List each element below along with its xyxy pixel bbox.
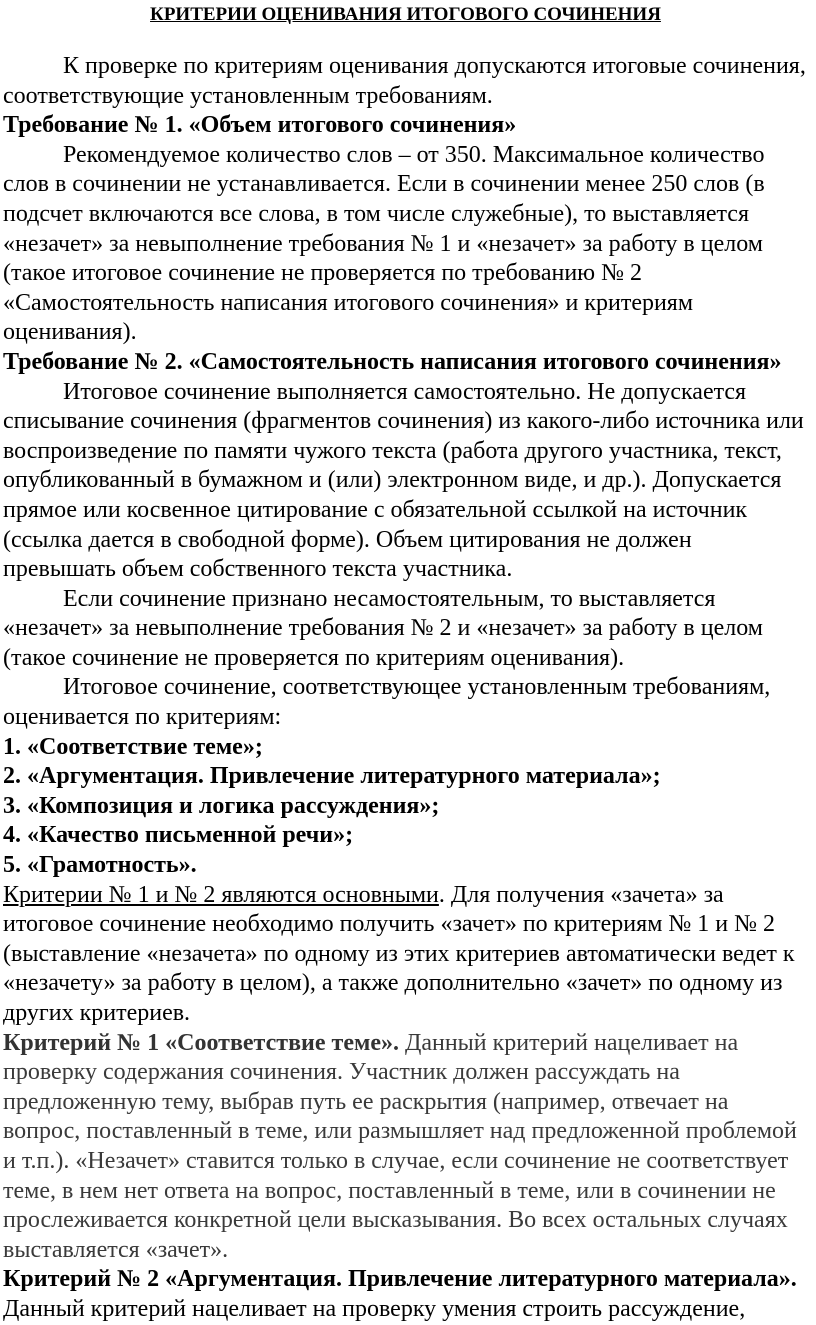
requirement-2-text: Итоговое сочинение выполняется самостоятельно. Не допускается списывание сочинения (фрагментов сочинения) из какого-либо источника или воспроизведение по памяти чужого текста (работа другого участника, текст, опубликованный в бумажном и (или) электронном виде, и др.). Допускается прямое или косвенное цитирование с обязательной ссылкой на источник (ссылка дается в свободной форме). Объем цитирования не должен превышать объем собственного текста участника. [3, 378, 804, 583]
criteria-list-item-1: 1. «Соответствие теме»; [3, 733, 263, 760]
criterion-1-heading: Критерий № 1 «Соответствие теме». [3, 1029, 399, 1056]
criteria-list-item-4: 4. «Качество письменной речи»; [3, 822, 354, 849]
requirement-1-heading: Требование № 1. «Объем итогового сочинения» [3, 112, 517, 139]
criterion-1-text: Данный критерий нацеливает на проверку содержания сочинения. Участник должен рассуждать на предложенную тему, выбрав путь ее раскрытия (например, отвечает на вопрос, поставленный в теме, или размышляет над предложенной проблемой и т.п.). «Незачет» ставится только в случае, если сочинение не соответствует теме, в нем нет ответа на вопрос, поставленный в теме, или в сочинении не прослеживается конкретной цели высказывания. Во всех остальных случаях выставляется «зачет». [3, 1029, 797, 1263]
requirement-1-text: Рекомендуемое количество слов – от 350. Максимальное количество слов в сочинении не устанавливается. Если в сочинении менее 250 слов (в подсчет включаются все слова, в том числе служебные), то выставляется «незачет» за невыполнение требования № 1 и «незачет» за работу в целом (такое итоговое сочинение не проверяется по требованию № 2 «Самостоятельность написания итогового сочинения» и критериям оценивания). [3, 141, 765, 346]
requirement-2-heading: Требование № 2. «Самостоятельность написания итогового сочинения» [3, 348, 782, 375]
main-criteria-rest: . Для получения «зачета» за итоговое сочинение необходимо получить «зачет» по критериям № 1 и № 2 (выставление «незачета» по одному из этих критериев автоматически ведет к «незачету» за работу в целом), а также дополнительно «зачет» по одному из других критериев. [3, 881, 795, 1026]
criteria-list-item-2: 2. «Аргументация. Привлечение литературного материала»; [3, 763, 661, 790]
requirement-2-text-2: Если сочинение признано несамостоятельным, то выставляется «незачет» за невыполнение требования № 2 и «незачет» за работу в целом (такое сочинение не проверяется по критериям оценивания). [3, 585, 763, 671]
criterion-2-text: Данный критерий нацеливает на проверку умения строить рассуждение, [3, 1295, 746, 1322]
criteria-list-item-5: 5. «Грамотность». [3, 852, 197, 879]
criteria-list-item-3: 3. «Композиция и логика рассуждения»; [3, 792, 440, 819]
criterion-1-paragraph [3, 1029, 808, 1266]
spacer [3, 28, 808, 52]
criterion-2-heading: Критерий № 2 «Аргументация. Привлечение литературного материала». [3, 1266, 797, 1293]
document-title: КРИТЕРИИ ОЦЕНИВАНИЯ ИТОГОВОГО СОЧИНЕНИЯ [150, 4, 661, 25]
main-criteria-underlined: Критерии № 1 и № 2 являются основными [3, 881, 439, 908]
main-criteria-paragraph [3, 881, 808, 1029]
requirement-2-text-3: Итоговое сочинение, соответствующее установленным требованиям, оценивается по критериям: [3, 674, 771, 731]
intro-paragraph: К проверке по критериям оценивания допускаются итоговые сочинения, соответствующие установленным требованиям. [3, 53, 806, 109]
